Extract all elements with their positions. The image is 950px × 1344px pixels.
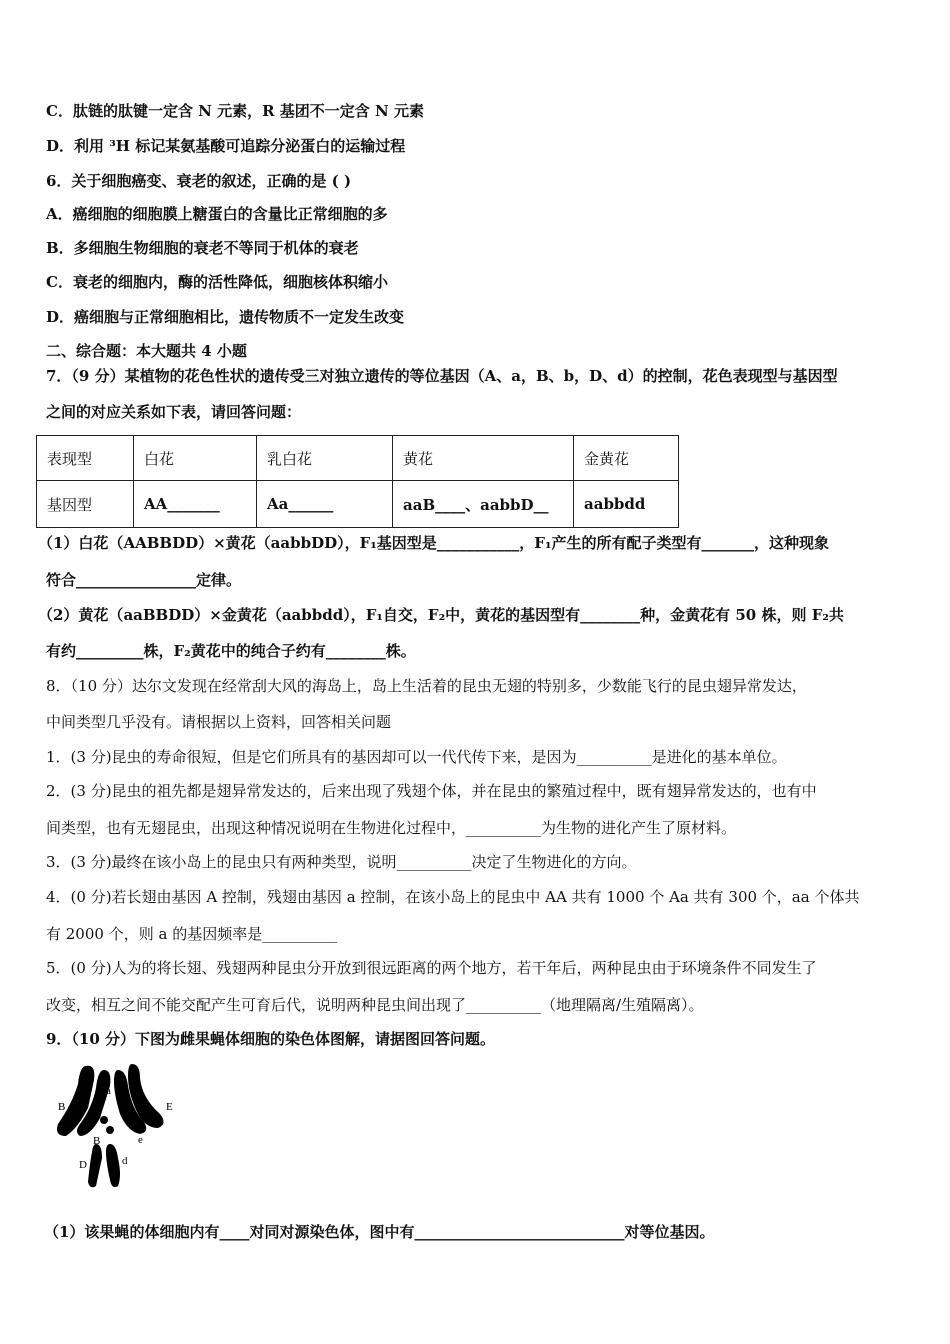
table-cell: 基因型 [37,481,134,528]
table-row [37,481,679,528]
table-cell: 白花 [134,436,257,481]
option-6a: A．癌细胞的细胞膜上糖蛋白的含量比正常细胞的多 [46,205,388,223]
question-7-1-cont: 符合________________定律。 [46,571,242,589]
dot-chromosome [100,1116,108,1124]
chromosome [88,1144,102,1187]
gene-label: A [78,1071,86,1083]
option-5d: D．利用 ³H 标记某氨基酸可追踪分泌蛋白的运输过程 [46,137,406,155]
question-8-5-cont: 改变，相互之间不能交配产生可育后代，说明两种昆虫间出现了__________（地理隔离/生殖隔离）。 [46,996,704,1014]
gene-label: B [93,1135,101,1147]
gene-label: D [79,1159,87,1171]
table-cell: AA_______ [134,481,257,528]
option-6d: D．癌细胞与正常细胞相比，遗传物质不一定发生改变 [46,308,405,326]
dot-chromosome [106,1126,114,1134]
gene-label: E [166,1101,173,1113]
question-7-cont: 之间的对应关系如下表，请回答问题： [46,403,302,421]
table-cell: aaB____、aabbD__ [393,481,574,528]
table-cell: 乳白花 [257,436,393,481]
gene-label: B [58,1101,66,1113]
option-6b: B．多细胞生物细胞的衰老不等同于机体的衰老 [46,239,359,257]
option-5c: C．肽链的肽键一定含 N 元素，R 基团不一定含 N 元素 [46,102,424,120]
question-8-2-cont: 间类型，也有无翅昆虫，出现这种情况说明在生物进化过程中，__________为生物的进化产生了原材料。 [46,819,737,837]
question-8-cont: 中间类型几乎没有。请根据以上资料，回答相关问题 [46,713,392,731]
table-cell: 表现型 [37,436,134,481]
table-cell: 黄花 [393,436,574,481]
section-heading: 二、综合题：本大题共 4 小题 [46,342,247,360]
question-7-2-cont: 有约_________株，F₂黄花中的纯合子约有________株。 [46,642,416,660]
question-8-3: 3．(3 分)最终在该小岛上的昆虫只有两种类型，说明__________决定了生物进化的方向。 [46,853,637,871]
question-8-5: 5．(0 分)人为的将长翅、残翅两种昆虫分开放到很远距离的两个地方，若干年后，两种昆虫由于环境条件不同发生了 [46,959,817,977]
gene-label: a [106,1085,111,1097]
gene-label: e [138,1134,143,1146]
question-8: 8．（10 分）达尔文发现在经常刮大风的海岛上，岛上生活着的昆虫无翅的特别多，少数能飞行的昆虫翅异常发达， [46,677,807,695]
table-cell: aabbdd [574,481,679,528]
phenotype-genotype-table [36,435,679,528]
question-9: 9．（10 分）下图为雌果蝇体细胞的染色体图解，请据图回答问题。 [46,1030,496,1048]
gene-label: d [122,1155,128,1167]
question-8-2: 2．(3 分)昆虫的祖先都是翅异常发达的，后来出现了残翅个体，并在昆虫的繁殖过程中，既有翅异常发达的，也有中 [46,782,817,800]
table-cell: 金黄花 [574,436,679,481]
question-8-1: 1．(3 分)昆虫的寿命很短，但是它们所具有的基因却可以一代代传下来，是因为__________是进化的基本单位。 [46,748,787,766]
question-6: 6．关于细胞癌变、衰老的叙述，正确的是 ( ) [46,172,352,190]
question-8-4-cont: 有 2000 个，则 a 的基因频率是__________ [46,925,338,943]
question-8-4: 4．(0 分)若长翅由基因 A 控制，残翅由基因 a 控制，在该小岛上的昆虫中 AA 共有 1000 个 Aa 共有 300 个，aa 个体共 [46,888,860,906]
question-9-1: （1）该果蝇的体细胞内有____对同对源染色体，图中有____________________________对等位基因。 [44,1223,715,1241]
option-6c: C．衰老的细胞内，酶的活性降低，细胞核体积缩小 [46,273,388,291]
question-7-2: （2）黄花（aaBBDD）×金黄花（aabbdd），F₁自交，F₂中，黄花的基因型有________种，金黄花有 50 株，则 F₂共 [38,606,844,624]
chromosome [106,1144,120,1187]
table-row [37,436,679,481]
question-7: 7．（9 分）某植物的花色性状的遗传受三对独立遗传的等位基因（A、a，B、b，D、d）的控制，花色表现型与基因型 [46,367,838,385]
question-7-1: （1）白花（AABBDD）×黄花（aabbDD），F₁基因型是___________，F₁产生的所有配子类型有_______，这种现象 [38,534,830,552]
chromosome-diagram [48,1058,193,1188]
table-cell: Aa______ [257,481,393,528]
